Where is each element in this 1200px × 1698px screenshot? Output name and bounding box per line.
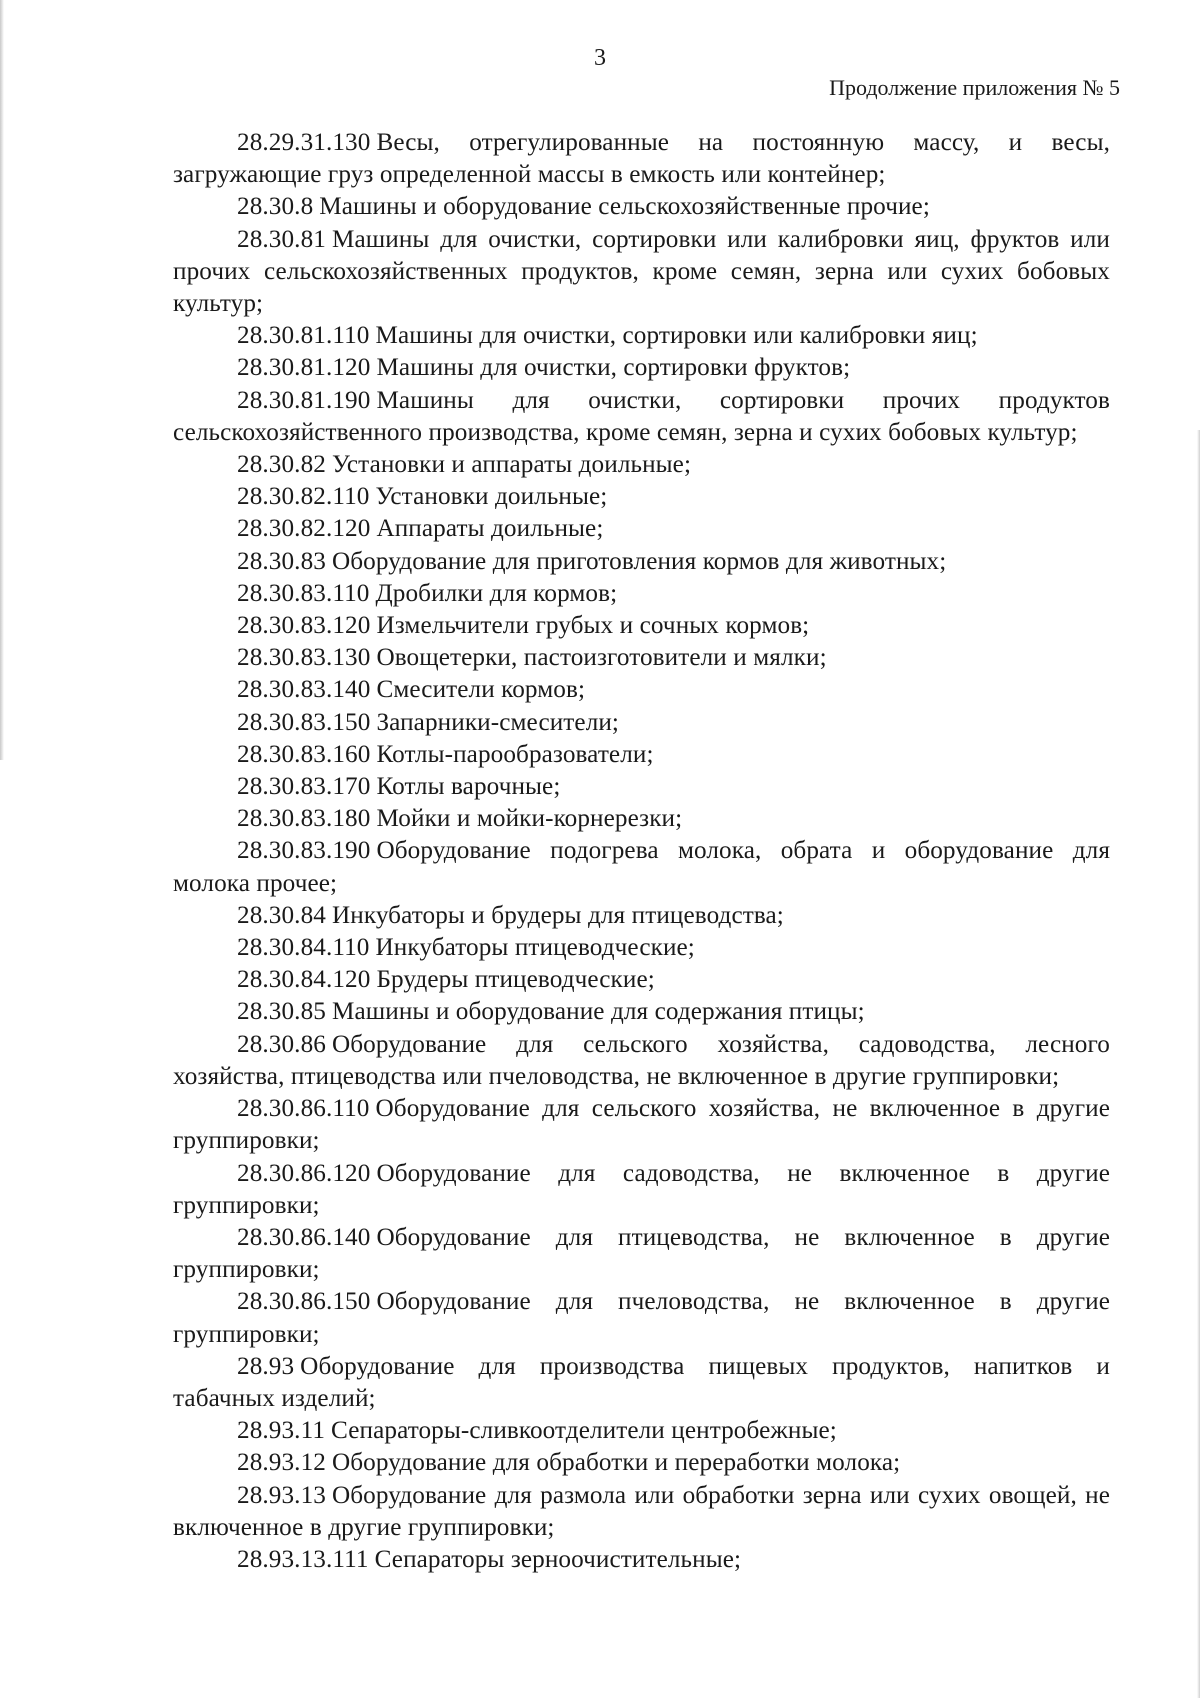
- entry-code: 28.93: [237, 1352, 295, 1380]
- entry-description: Мойки и мойки-корнерезки;: [376, 805, 683, 833]
- entry-code: 28.30.83.150: [237, 708, 371, 736]
- entry-code: 28.30.84: [237, 901, 326, 929]
- classifier-entry: [173, 1286, 1110, 1350]
- entry-description: Оборудование для обработки и переработки молока;: [331, 1449, 901, 1477]
- classifier-entry: [173, 127, 1110, 191]
- entry-description: Инкубаторы птицеводческие;: [375, 934, 695, 962]
- classifier-entry: [173, 996, 1110, 1028]
- entry-description: Смесители кормов;: [376, 676, 586, 704]
- entry-code: 28.30.83.120: [237, 612, 371, 640]
- entry-code: 28.30.83.160: [237, 740, 371, 768]
- entry-description: Машины для очистки, сортировки или калибровки яиц, фруктов или прочих сельскохозяйственных продуктов, кроме семян, зерна или сухих бобовых культур;: [173, 225, 1110, 318]
- classifier-entry: [173, 224, 1110, 321]
- scan-edge-left: [0, 0, 4, 760]
- classifier-entry: [173, 642, 1110, 674]
- classifier-entry: [173, 449, 1110, 481]
- entry-description: Дробилки для кормов;: [375, 579, 618, 607]
- classifier-entry: [173, 1415, 1110, 1447]
- classifier-entry: [173, 1222, 1110, 1286]
- classifier-entry: [173, 900, 1110, 932]
- classifier-entry: [173, 835, 1110, 899]
- entry-code: 28.30.85: [237, 998, 326, 1026]
- classifier-entry: [173, 578, 1110, 610]
- entry-description: Измельчители грубых и сочных кормов;: [376, 612, 810, 640]
- entry-code: 28.30.82.110: [237, 483, 370, 511]
- page-number: 3: [594, 45, 606, 71]
- entry-description: Машины для очистки, сортировки фруктов;: [376, 354, 851, 382]
- entry-code: 28.30.83.180: [237, 805, 371, 833]
- entry-description: Весы, отрегулированные на постоянную массу, и весы, загружающие груз определенной массы в емкость или контейнер;: [173, 129, 1110, 189]
- classifier-entry: [173, 1351, 1110, 1415]
- classifier-entry: [173, 739, 1110, 771]
- entry-code: 28.30.84.110: [237, 934, 370, 962]
- classifier-entry: [173, 964, 1110, 996]
- classifier-entry: [173, 803, 1110, 835]
- entry-code: 28.30.86: [237, 1030, 326, 1058]
- entry-code: 28.30.83.140: [237, 676, 371, 704]
- classifier-entry: [173, 674, 1110, 706]
- entry-description: Котлы варочные;: [376, 773, 561, 801]
- entry-code: 28.30.84.120: [237, 966, 371, 994]
- entry-description: Оборудование подогрева молока, обрата и оборудование для молока прочее;: [173, 837, 1110, 897]
- entry-description: Установки и аппараты доильные;: [331, 451, 692, 479]
- entry-code: 28.30.86.120: [237, 1159, 371, 1187]
- classifier-entry: [173, 610, 1110, 642]
- entry-description: Котлы-парообразователи;: [376, 740, 654, 768]
- classifier-entry: [173, 481, 1110, 513]
- classifier-entry: [173, 1544, 1110, 1576]
- classifier-entry: [173, 191, 1110, 223]
- entry-description: Оборудование для приготовления кормов для животных;: [331, 547, 947, 575]
- classifier-entry: [173, 1029, 1110, 1093]
- entry-code: 28.30.82.120: [237, 515, 371, 543]
- entry-code: 28.30.83.190: [237, 837, 371, 865]
- classifier-entry: [173, 513, 1110, 545]
- entry-code: 28.30.86.140: [237, 1223, 371, 1251]
- classifier-entry: [173, 1480, 1110, 1544]
- classifier-entry-list: [173, 127, 1110, 1576]
- entry-code: 28.93.11: [237, 1417, 326, 1445]
- entry-code: 28.30.82: [237, 451, 326, 479]
- entry-description: Сепараторы-сливкоотделители центробежные;: [331, 1417, 837, 1445]
- entry-code: 28.93.13: [237, 1481, 326, 1509]
- entry-description: Брудеры птицеводческие;: [376, 966, 655, 994]
- entry-code: 28.30.86.110: [237, 1095, 370, 1123]
- entry-description: Овощетерки, пастоизготовители и мялки;: [376, 644, 827, 672]
- entry-description: Машины и оборудование сельскохозяйственные прочие;: [319, 193, 930, 221]
- entry-description: Машины и оборудование для содержания птицы;: [331, 998, 865, 1026]
- appendix-continuation-note: Продолжение приложения № 5: [829, 75, 1120, 100]
- entry-code: 28.30.81.190: [237, 386, 371, 414]
- entry-description: Машины для очистки, сортировки прочих продуктов сельскохозяйственного производства, кроме семян, зерна и сухих бобовых культур;: [173, 386, 1110, 446]
- classifier-entry: [173, 707, 1110, 739]
- entry-code: 28.30.83: [237, 547, 326, 575]
- classifier-entry: [173, 1093, 1110, 1157]
- entry-code: 28.93.13.111: [237, 1545, 369, 1573]
- entry-description: Оборудование для птицеводства, не включенное в другие группировки;: [173, 1223, 1110, 1284]
- entry-description: Запарники-смесители;: [376, 708, 620, 736]
- entry-code: 28.30.81: [237, 225, 326, 253]
- entry-description: Установки доильные;: [375, 483, 608, 511]
- classifier-entry: [173, 352, 1110, 384]
- entry-code: 28.29.31.130: [237, 129, 371, 156]
- entry-code: 28.93.12: [237, 1449, 326, 1477]
- entry-description: Аппараты доильные;: [376, 515, 604, 543]
- entry-description: Машины для очистки, сортировки или калибровки яиц;: [375, 322, 978, 350]
- classifier-entry: [173, 1447, 1110, 1479]
- classifier-entry: [173, 1158, 1110, 1222]
- classifier-entry: [173, 771, 1110, 803]
- entry-description: Оборудование для пчеловодства, не включенное в другие группировки;: [173, 1288, 1110, 1348]
- classifier-entry: [173, 320, 1110, 352]
- entry-description: Инкубаторы и брудеры для птицеводства;: [331, 901, 784, 929]
- entry-code: 28.30.86.150: [237, 1288, 371, 1316]
- entry-description: Оборудование для размола или обработки зерна или сухих овощей, не включенное в другие группировки;: [173, 1481, 1110, 1541]
- entry-code: 28.30.8: [237, 193, 314, 221]
- entry-code: 28.30.81.110: [237, 322, 370, 350]
- entry-description: Оборудование для производства пищевых продуктов, напитков и табачных изделий;: [173, 1352, 1110, 1412]
- entry-code: 28.30.83.130: [237, 644, 371, 672]
- entry-description: Оборудование для сельского хозяйства, не включенное в другие группировки;: [173, 1095, 1110, 1155]
- entry-description: Сепараторы зерноочистительные;: [374, 1545, 742, 1573]
- classifier-entry: [173, 546, 1110, 578]
- entry-description: Оборудование для садоводства, не включенное в другие группировки;: [173, 1159, 1110, 1219]
- classifier-entry: [173, 932, 1110, 964]
- entry-code: 28.30.83.110: [237, 579, 370, 607]
- entry-code: 28.30.81.120: [237, 354, 371, 382]
- entry-description: Оборудование для сельского хозяйства, садоводства, лесного хозяйства, птицеводства или пчеловодства, не включенное в другие группировки;: [173, 1030, 1110, 1090]
- classifier-entry: [173, 385, 1110, 449]
- entry-code: 28.30.83.170: [237, 773, 371, 801]
